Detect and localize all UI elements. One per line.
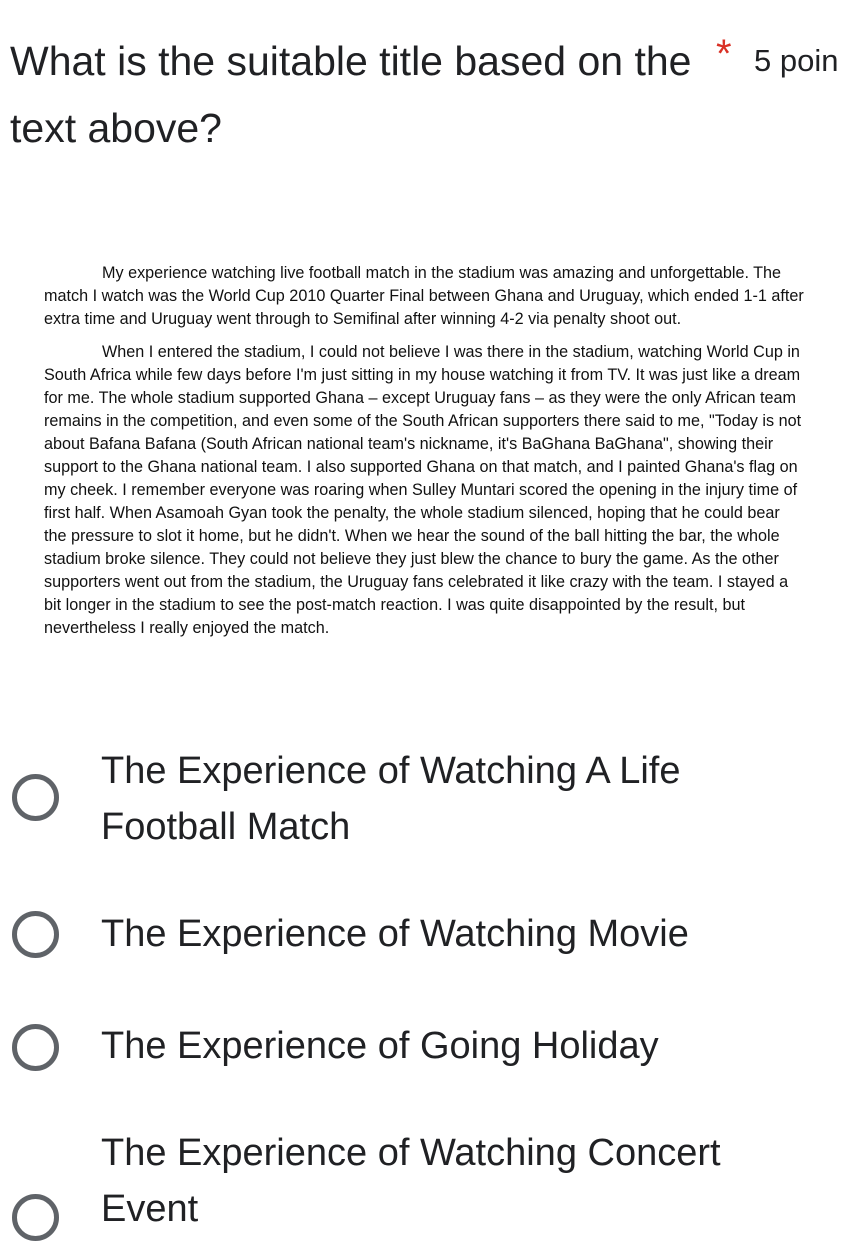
radio-button-icon[interactable] [12, 774, 59, 821]
passage-image [44, 262, 804, 650]
option-4[interactable] [0, 1124, 851, 1244]
radio-button-icon[interactable] [12, 911, 59, 958]
option-label[interactable]: The Experience of Going Holiday [101, 1025, 659, 1067]
radio-button-icon[interactable] [12, 1024, 59, 1071]
radio-button-icon[interactable] [12, 1194, 59, 1241]
option-label[interactable]: The Experience of Watching Movie [101, 913, 689, 955]
points-label: 5 poin [754, 43, 839, 78]
option-2[interactable] [0, 902, 851, 972]
option-label[interactable]: The Experience of Watching Concert Event [101, 1132, 721, 1230]
passage-paragraph-2: When I entered the stadium, I could not believe I was there in the stadium, watching World Cup in South Africa while few days before I'm just sitting in my house watching it from TV. It was just like a dream for me. The whole stadium supported Ghana – except Uruguay fans – as they were the only African team remains in the competition, and even some of the South African supporters there said to me, "Today is not about Bafana Bafana (South African national team's nickname, it's BaGhana BaGhana", showing their support to the Ghana national team. I also supported Ghana on that match, and I painted Ghana's flag on my cheek. I remember everyone was roaring when Sulley Muntari scored the opening in the injury time of first half. When Asamoah Gyan took the penalty, the whole stadium silenced, hoping that he could bear the pressure to slot it home, but he didn't. When we hear the sound of the ball hitting the bar, the whole stadium broke silence. They could not believe they just blew the chance to bury the game. As the other supporters went out from the stadium, the Uruguay fans celebrated it like crazy with the team. I stayed a bit longer in the stadium to see the post-match reaction. I was quite disappointed by the result, but nevertheless I really enjoyed the match. [44, 343, 802, 637]
option-1[interactable] [0, 740, 851, 860]
option-3[interactable] [0, 1015, 851, 1085]
question-header [10, 28, 851, 168]
required-marker: * [716, 32, 732, 76]
passage-paragraph-1: My experience watching live football match in the stadium was amazing and unforgettable. The match I watch was the World Cup 2010 Quarter Final between Ghana and Uruguay, which ended 1-1 after extra time and Uruguay went through to Semifinal after winning 4-2 via penalty shoot out. [44, 264, 804, 328]
question-title: What is the suitable title based on the text above? [10, 38, 692, 151]
option-label[interactable]: The Experience of Watching A Life Football Match [101, 750, 681, 848]
